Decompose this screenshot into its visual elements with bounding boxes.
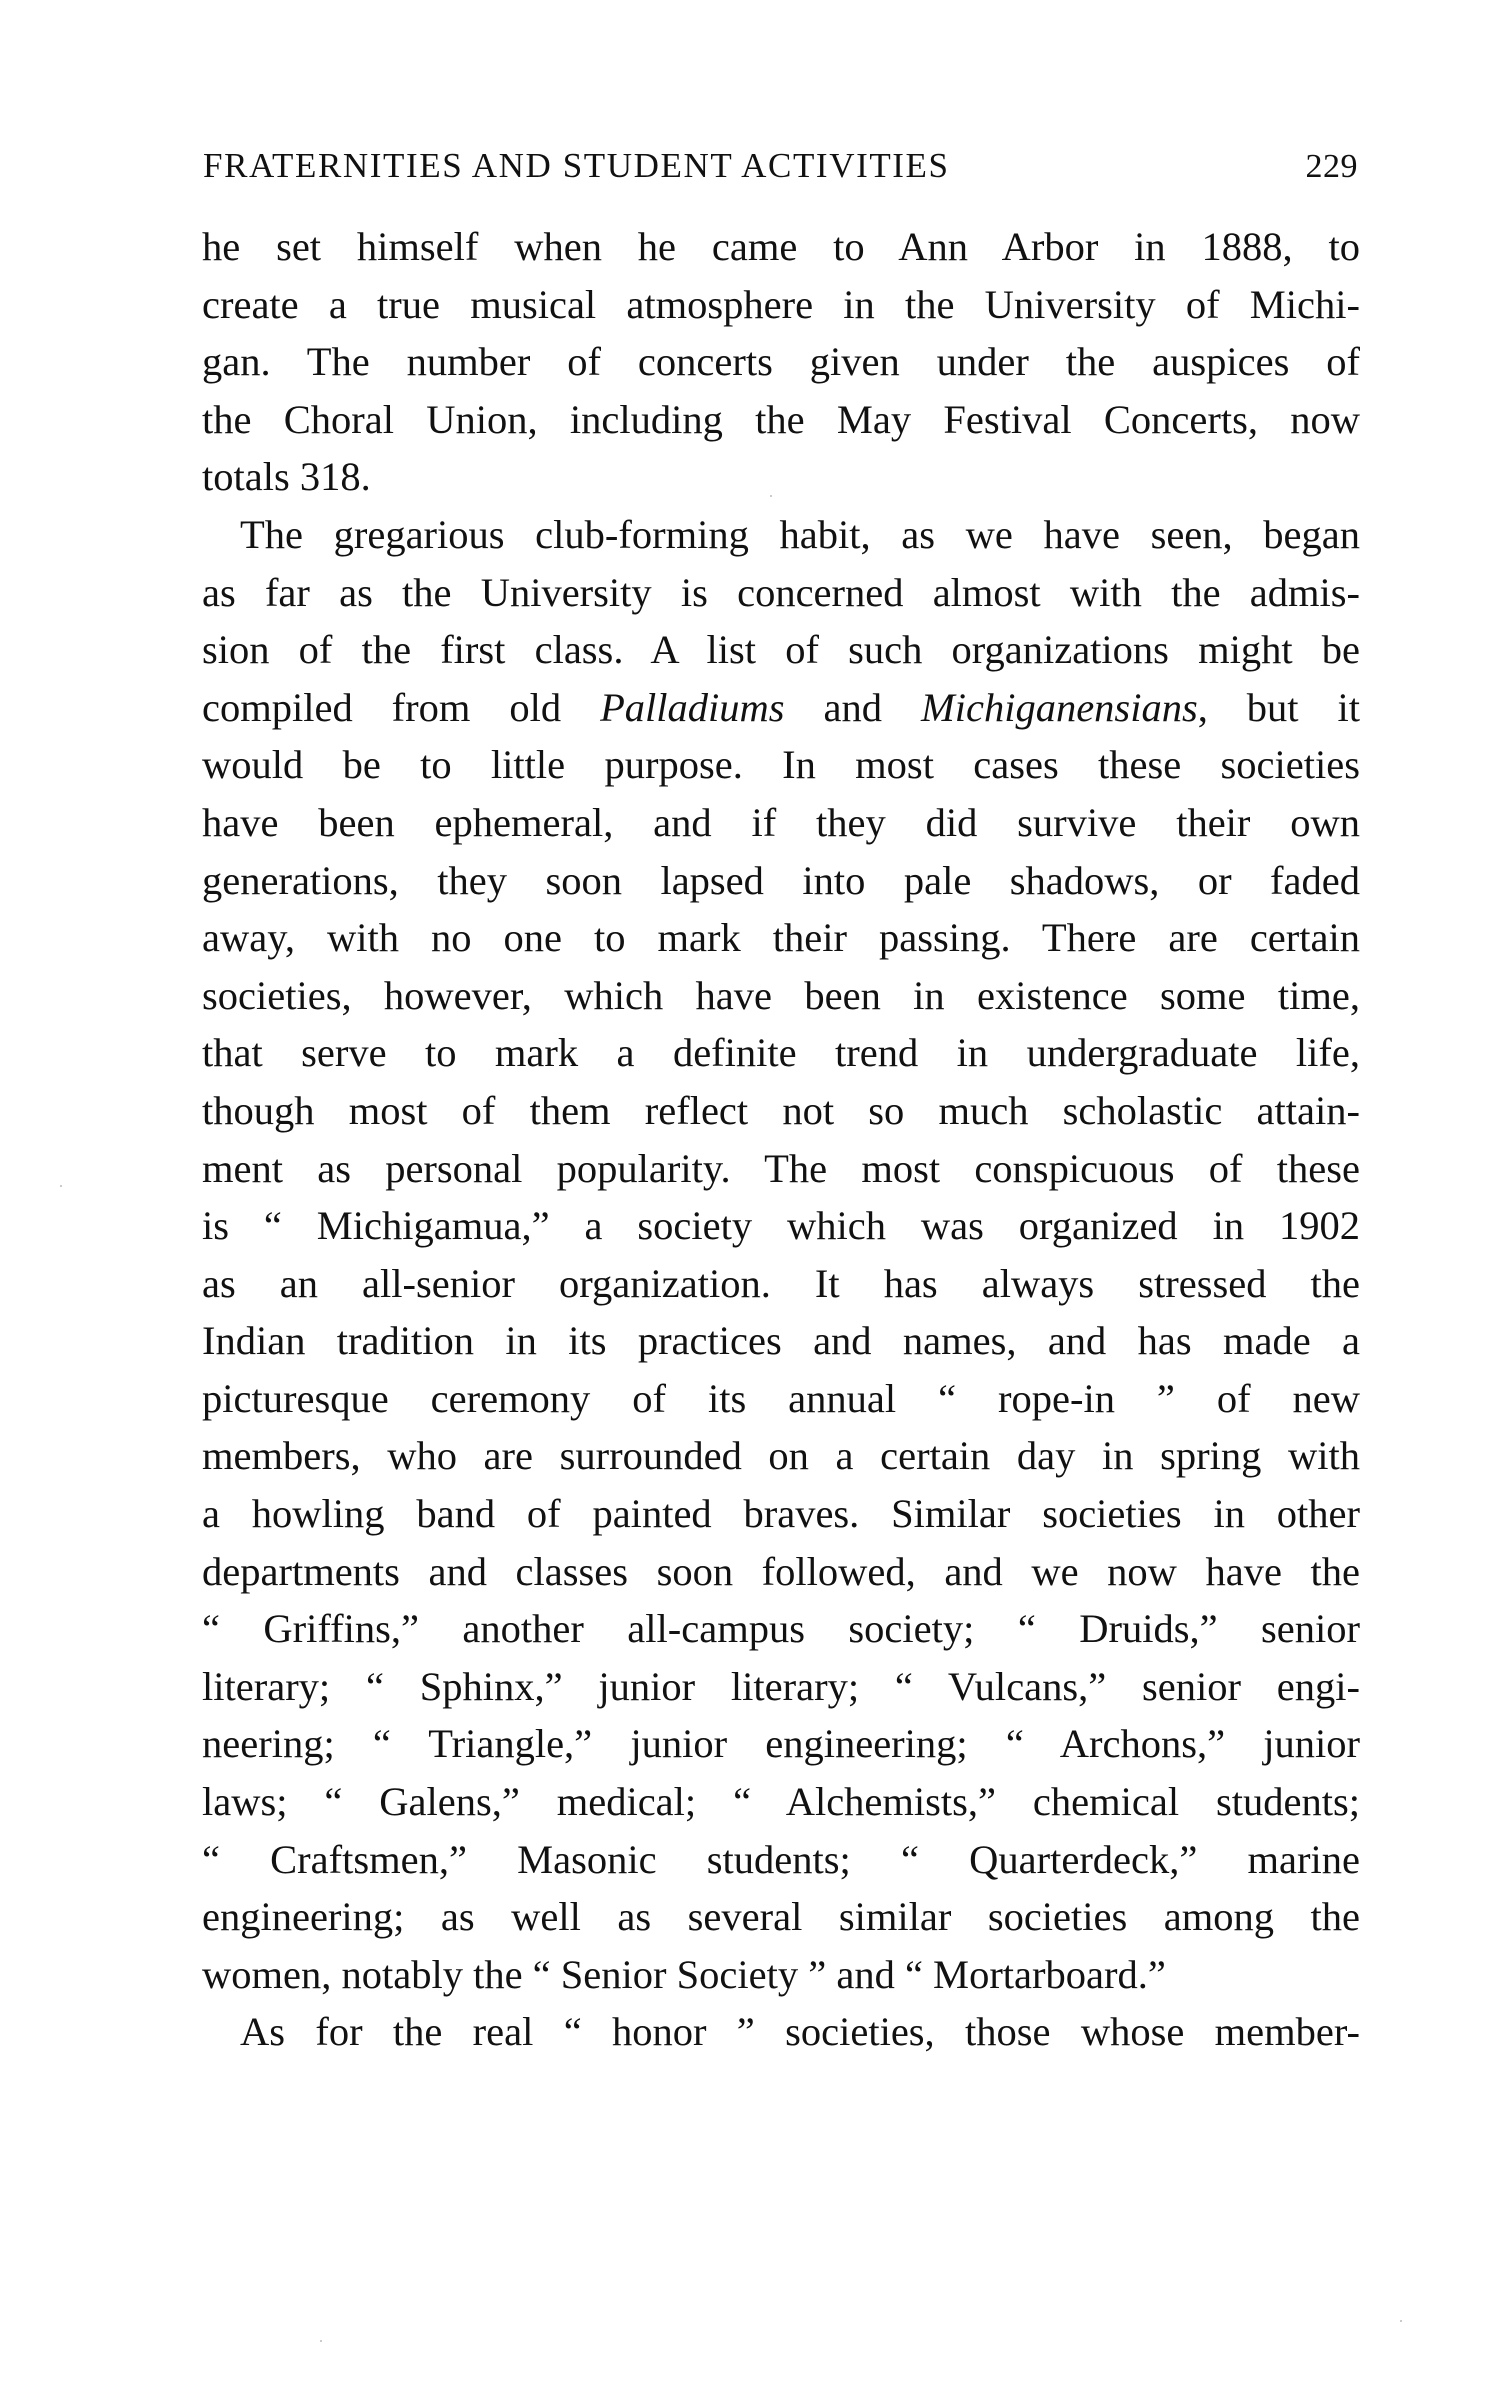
text-line: generations, they soon lapsed into pale shadows, or faded: [202, 857, 1360, 903]
text-line: sion of the first class. A list of such organizations might be: [202, 627, 1360, 673]
text-line: that serve to mark a definite trend in undergraduate life,: [202, 1030, 1360, 1076]
text-line: members, who are surrounded on a certain day in spring with: [202, 1433, 1360, 1479]
text-line: have been ephemeral, and if they did survive their own: [202, 799, 1360, 845]
running-title: FRATERNITIES AND STUDENT ACTIVITIES: [203, 146, 950, 185]
text-line: women, notably the “ Senior Society ” and “ Mortarboard.”: [202, 1951, 1166, 1997]
text-line: societies, however, which have been in existence some time,: [202, 972, 1360, 1018]
text-line: [202, 679, 1360, 737]
text-line: as an all-senior organization. It has always stressed the: [202, 1260, 1360, 1306]
text-line: a howling band of painted braves. Similar societies in other: [202, 1491, 1360, 1537]
body-text: [202, 218, 1360, 2061]
text-line: create a true musical atmosphere in the University of Michi-: [202, 281, 1360, 327]
scan-speck: [770, 495, 772, 497]
text-line: picturesque ceremony of its annual “ rope-in ” of new: [202, 1375, 1360, 1421]
text-line: though most of them reflect not so much scholastic attain-: [202, 1087, 1360, 1133]
text-line: away, with no one to mark their passing. There are certain: [202, 915, 1360, 961]
text-line: Indian tradition in its practices and names, and has made a: [202, 1318, 1360, 1364]
text-line: engineering; as well as several similar societies among the: [202, 1894, 1360, 1940]
text-line: laws; “ Galens,” medical; “ Alchemists,” chemical students;: [202, 1779, 1360, 1825]
scan-speck: [320, 2340, 322, 2342]
text-segment: and: [784, 684, 921, 730]
italic-title-palladiums: Palladiums: [600, 684, 785, 730]
text-line: neering; “ Triangle,” junior engineering; “ Archons,” junior: [202, 1721, 1360, 1767]
scan-speck: [1400, 2320, 1402, 2322]
text-line: “ Craftsmen,” Masonic students; “ Quarterdeck,” marine: [202, 1836, 1360, 1882]
text-line: gan. The number of concerts given under the auspices of: [202, 339, 1360, 385]
paragraph-start-line: The gregarious club-forming habit, as we have seen, began: [240, 511, 1360, 557]
paragraph-start-line: As for the real “ honor ” societies, those whose member-: [240, 2009, 1360, 2055]
italic-title-michiganensians: Michiganensians: [920, 684, 1198, 730]
text-line: the Choral Union, including the May Festival Concerts, now: [202, 396, 1360, 442]
text-line: is “ Michigamua,” a society which was organized in 1902: [202, 1203, 1360, 1249]
text-line: he set himself when he came to Ann Arbor in 1888, to: [202, 224, 1360, 269]
running-head: [203, 146, 1358, 186]
text-line: totals 318.: [202, 454, 371, 500]
text-line: “ Griffins,” another all-campus society; “ Druids,” senior: [202, 1606, 1360, 1652]
text-line: as far as the University is concerned almost with the admis-: [202, 569, 1360, 615]
text-segment: compiled from old: [202, 684, 601, 730]
text-line: ment as personal popularity. The most conspicuous of these: [202, 1145, 1360, 1191]
text-line: would be to little purpose. In most cases these societies: [202, 742, 1360, 788]
text-line: literary; “ Sphinx,” junior literary; “ Vulcans,” senior engi-: [202, 1663, 1360, 1709]
page-number: 229: [1305, 148, 1358, 185]
text-line: departments and classes soon followed, and we now have the: [202, 1548, 1360, 1594]
text-segment: , but it: [1197, 684, 1360, 730]
scan-speck: [60, 1185, 62, 1187]
